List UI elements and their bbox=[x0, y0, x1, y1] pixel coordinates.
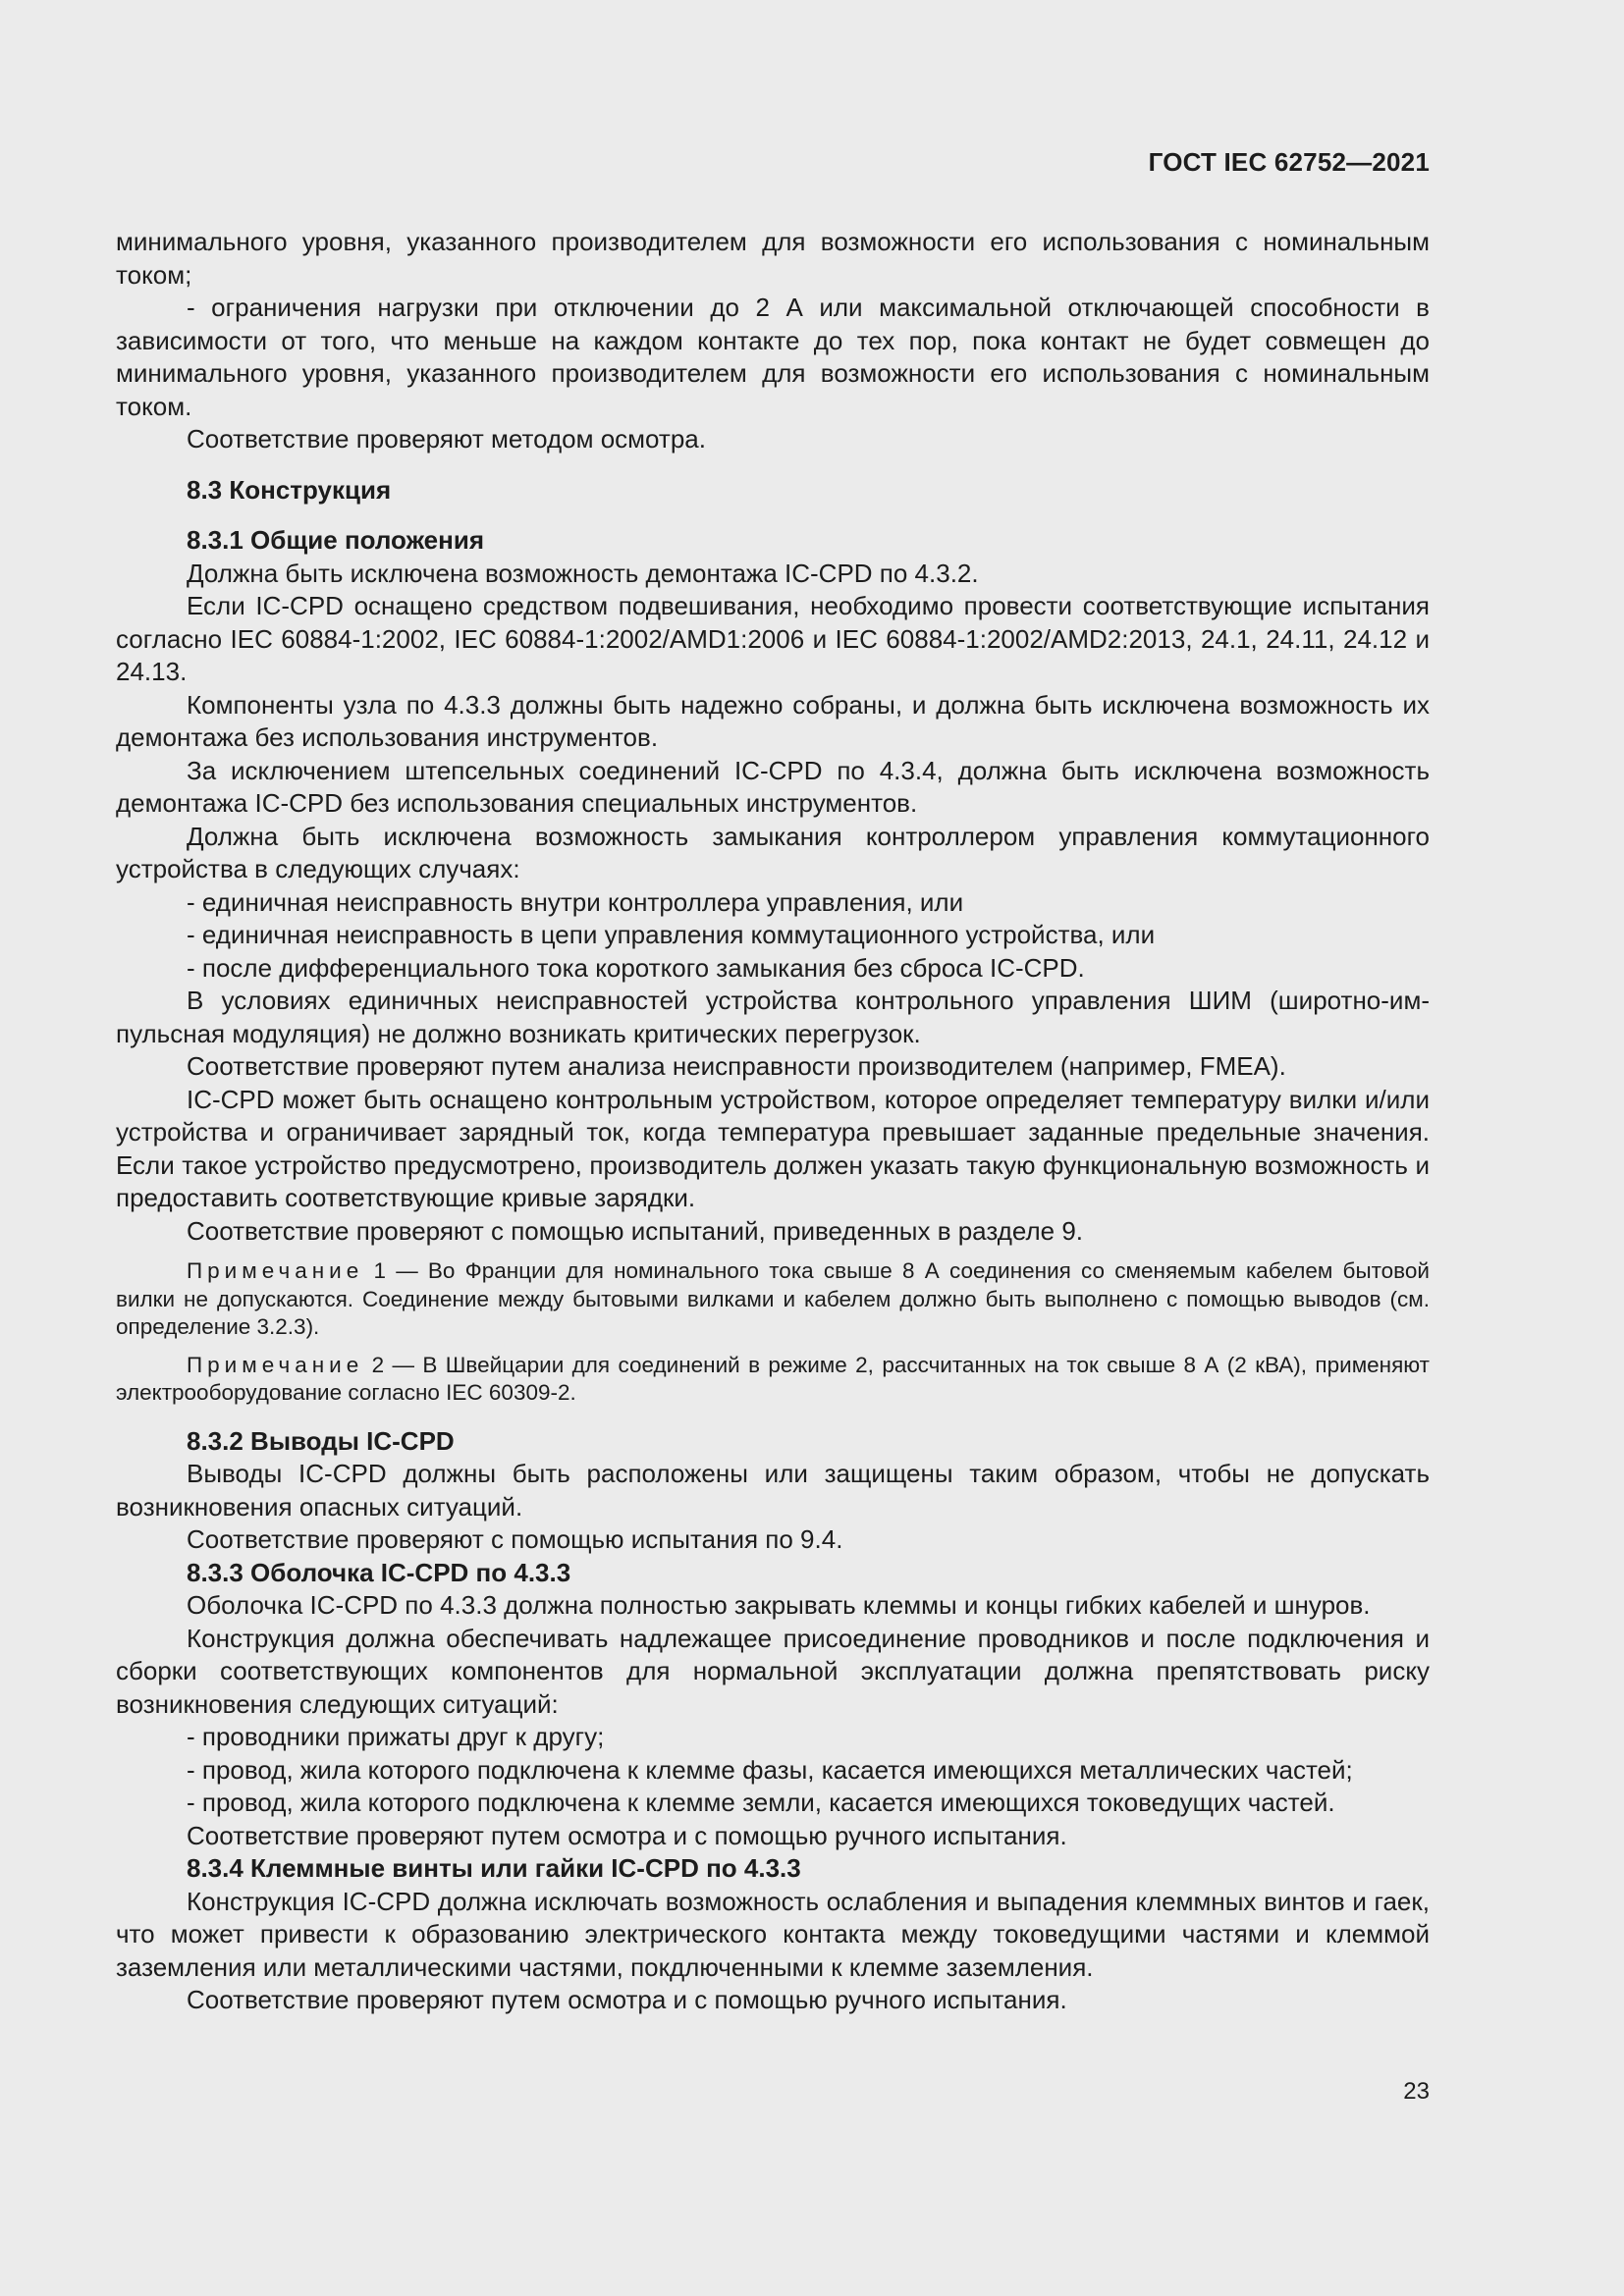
paragraph: За исключением штепсельных соединений IC-CPD по 4.3.4, должна быть исключена возможность демонтажа IC-CPD без использования специальных инструментов. bbox=[116, 755, 1430, 818]
note-label: Примечание bbox=[187, 1352, 364, 1377]
paragraph: Конструкция должна обеспечивать надлежащее присоединение проводников и после подключения и сборки соответствующих компонентов для нормальной эксплуатации должна препятствовать риску возникновения следующих ситуаций: bbox=[116, 1623, 1430, 1719]
list-item: - единичная неисправность внутри контроллера управления, или bbox=[187, 886, 964, 917]
list-item: - проводники прижаты друг к другу; bbox=[187, 1722, 605, 1751]
note-text: В Швейцарии для соединений в режиме 2, рассчитанных на ток свыше 8 А (2 кВА), применяют электрооборудование согласно IEC 60309-2. bbox=[116, 1352, 1430, 1405]
paragraph: Должна быть исключена возможность демонтажа IC-CPD по 4.3.2. bbox=[187, 558, 979, 588]
paragraph: минимального уровня, указанного производителем для возможности его использования с номинальным током; bbox=[116, 227, 1430, 290]
subsection-heading: 8.3.1 Общие положения bbox=[187, 525, 484, 555]
paragraph: Соответствие проверяют путем осмотра и с помощью ручного испытания. bbox=[187, 1985, 1067, 2014]
list-item: - после дифференциального тока короткого замыкания без сброса IC-CPD. bbox=[187, 952, 1085, 983]
note-dash: — bbox=[392, 1352, 415, 1377]
note-1 bbox=[116, 1257, 1430, 1342]
subsection-heading: 8.3.4 Клеммные винты или гайки IC-CPD по 4.3.3 bbox=[187, 1853, 801, 1883]
note-2 bbox=[116, 1352, 1430, 1408]
page-number: 23 bbox=[1403, 2078, 1430, 2105]
paragraph: Выводы IC-CPD должны быть расположены или защищены таким образом, чтобы не допускать возникновения опасных ситуаций. bbox=[116, 1459, 1430, 1522]
paragraph: В условиях единичных неисправностей устройства контрольного управления ШИМ (широтно-импульсная модуляция) не должно возникать критических перегрузок. bbox=[116, 986, 1430, 1048]
subsection-heading: 8.3.2 Выводы IC-CPD bbox=[187, 1425, 455, 1456]
note-number: 1 bbox=[373, 1258, 386, 1283]
paragraph: Оболочка IC-CPD по 4.3.3 должна полностью закрывать клеммы и концы гибких кабелей и шнуров. bbox=[187, 1590, 1371, 1620]
paragraph: Соответствие проверяют путем осмотра и с помощью ручного испытания. bbox=[187, 1820, 1067, 1850]
document-header: ГОСТ IEC 62752—2021 bbox=[1148, 147, 1430, 177]
note-text: Во Франции для номинального тока свыше 8 А соединения со сменяемым кабелем бытовой вилки не допускаются. Соединение между бытовыми вилками и кабелем должно быть выполнено с помощью выводов (см. определение 3.2.3). bbox=[116, 1258, 1430, 1339]
subsection-heading: 8.3.3 Оболочка IC-CPD по 4.3.3 bbox=[187, 1557, 571, 1587]
paragraph: Должна быть исключена возможность замыкания контроллером управления коммутационного устройства в следующих случаях: bbox=[116, 821, 1430, 883]
note-dash: — bbox=[396, 1258, 418, 1283]
list-item: - провод, жила которого подключена к клемме земли, касается имеющихся токоведущих частей. bbox=[187, 1788, 1335, 1817]
list-item: - единичная неисправность в цепи управления коммутационного устройства, или bbox=[187, 920, 1156, 949]
paragraph: IC-CPD может быть оснащено контрольным устройством, которое определяет температуру вилки и/или устройства и ограничивает зарядный ток, когда температура превышает заданные предельные значения. Если такое устройство предусмотрено, производитель должен указать такую функциональную возможность и предоставить соответствующие кривые зарядки. bbox=[116, 1084, 1430, 1212]
page-body bbox=[116, 226, 1430, 2017]
list-item: - ограничения нагрузки при отключении до 2 А или максимальной отключающей способности в зависимости от того, что меньше на каждом контакте до тех пор, пока контакт не будет совмещен до минимального уровня, указанного производителем для возможности его использования с номинальным током. bbox=[116, 293, 1430, 421]
section-heading: 8.3 Конструкция bbox=[187, 474, 392, 505]
paragraph: Компоненты узла по 4.3.3 должны быть надежно собраны, и должна быть исключена возможность их демонтажа без использования инструментов. bbox=[116, 689, 1430, 752]
paragraph: Соответствие проверяют путем анализа неисправности производителем (например, FMEA). bbox=[187, 1051, 1286, 1081]
paragraph: Соответствие проверяют с помощью испытания по 9.4. bbox=[187, 1524, 843, 1554]
paragraph: Конструкция IC-CPD должна исключать возможность ослабления и выпадения клеммных винтов и гаек, что может привести к образованию электрического контакта между токоведущими частями и клеммой заземления или металлическими частями, покдлюченными к клемме заземления. bbox=[116, 1886, 1430, 1982]
paragraph: Соответствие проверяют с помощью испытаний, приведенных в разделе 9. bbox=[187, 1215, 1084, 1246]
note-label: Примечание bbox=[187, 1258, 364, 1283]
note-number: 2 bbox=[371, 1352, 385, 1377]
paragraph: Соответствие проверяют методом осмотра. bbox=[187, 424, 706, 454]
paragraph: Если IC-CPD оснащено средством подвешивания, необходимо провести соответствующие испытания согласно IEC 60884-1:2002, IEC 60884-1:2002/AMD1:2006 и IEC 60884-1:2002/AMD2:2013, 24.1, 24.11, 24.12 и 24.13. bbox=[116, 591, 1430, 686]
list-item: - провод, жила которого подключена к клемме фазы, касается имеющихся металлических частей; bbox=[187, 1754, 1353, 1785]
